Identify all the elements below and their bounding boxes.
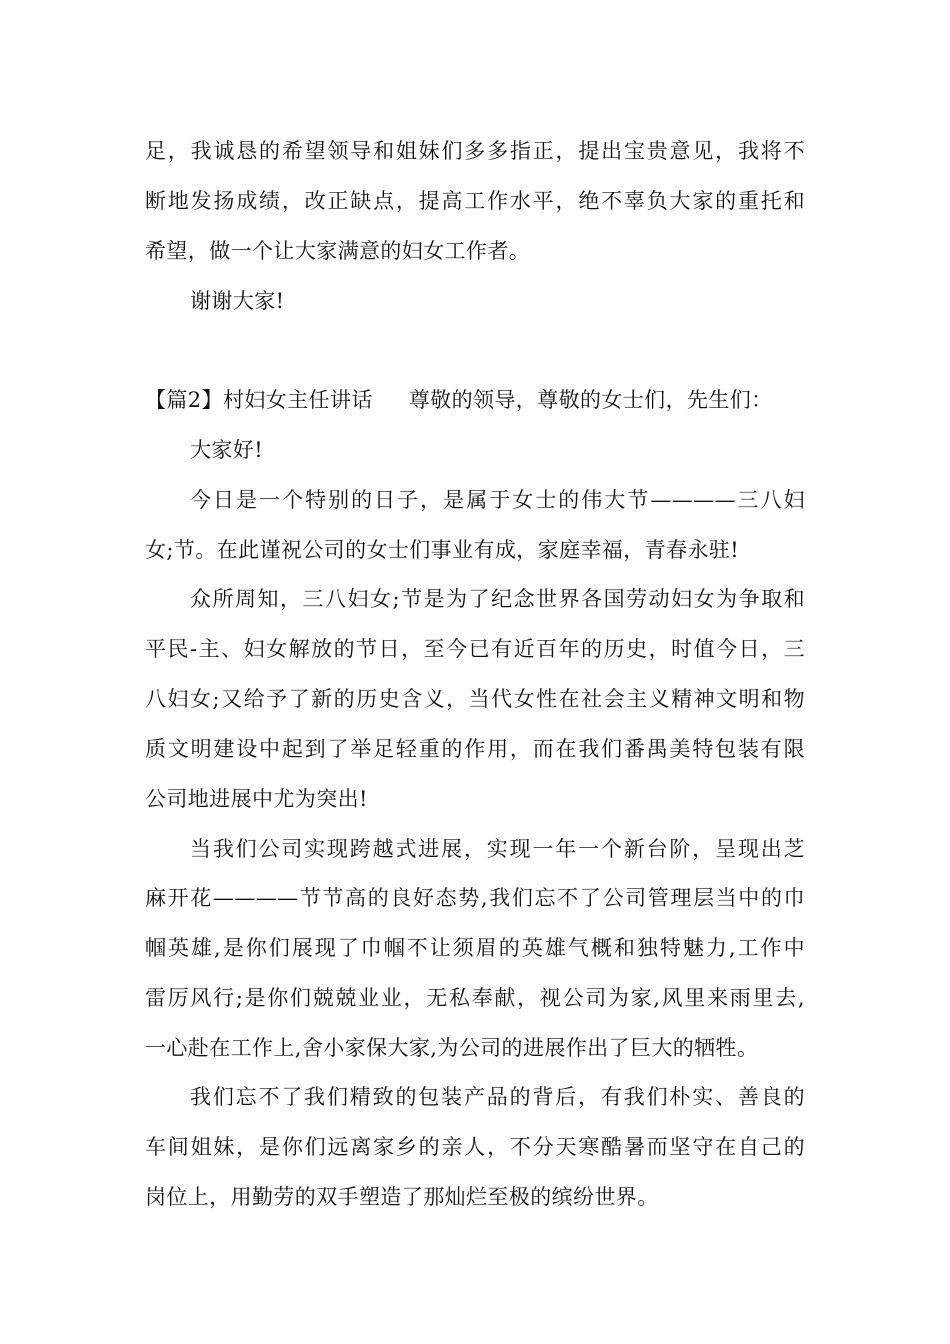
section-heading: 【篇2】村妇女主任讲话 [145,388,373,412]
paragraph-line: 足，我诚恳的希望领导和姐妹们多多指正，提出宝贵意见，我将不 [145,139,805,163]
paragraph-line: 大家好! [190,438,264,462]
salutation: 尊敬的领导，尊敬的女士们，先生们： [408,388,773,412]
paragraph-line: 公司地进展中尤为突出! [145,787,368,811]
paragraph-line: 平民-主、妇女解放的节日，至今已有近百年的历史，时值今日，三 [145,637,805,661]
paragraph-line: 谢谢大家! [190,289,285,313]
paragraph-line: 车间姐妹，是你们远离家乡的亲人，不分天寒酷暑而坚守在自己的 [145,1135,805,1159]
paragraph-line: 质文明建设中起到了举足轻重的作用，而在我们番禺美特包装有限 [145,737,805,761]
paragraph-line: 断地发扬成绩，改正缺点，提高工作水平，绝不辜负大家的重托和 [145,189,805,213]
section-heading-line [145,386,773,414]
paragraph-line: 当我们公司实现跨越式进展，实现一年一个新台阶，呈现出芝 [190,837,805,861]
paragraph-line: 一心赴在工作上,舍小家保大家,为公司的进展作出了巨大的牺牲。 [145,1036,759,1060]
paragraph-line: 女;节。在此谨祝公司的女士们事业有成，家庭幸福，青春永驻! [145,538,740,562]
paragraph-line: 麻开花————节节高的良好态势,我们忘不了公司管理层当中的巾 [145,886,805,910]
paragraph-line: 我们忘不了我们精致的包装产品的背后，有我们朴实、善良的 [190,1085,805,1109]
paragraph-line: 雷厉风行;是你们兢兢业业，无私奉献，视公司为家,风里来雨里去, [145,986,805,1010]
paragraph-line: 众所周知，三八妇女;节是为了纪念世界各国劳动妇女为争取和 [190,587,805,611]
paragraph-line: 八妇女;又给予了新的历史含义，当代女性在社会主义精神文明和物 [145,687,805,711]
paragraph-line: 希望，做一个让大家满意的妇女工作者。 [145,239,531,263]
paragraph-line: 岗位上，用勤劳的双手塑造了那灿烂至极的缤纷世界。 [145,1185,659,1209]
paragraph-line: 今日是一个特别的日子，是属于女士的伟大节————三八妇 [190,488,805,512]
paragraph-line: 帼英雄,是你们展现了巾帼不让须眉的英雄气概和独特魅力,工作中 [145,936,805,960]
